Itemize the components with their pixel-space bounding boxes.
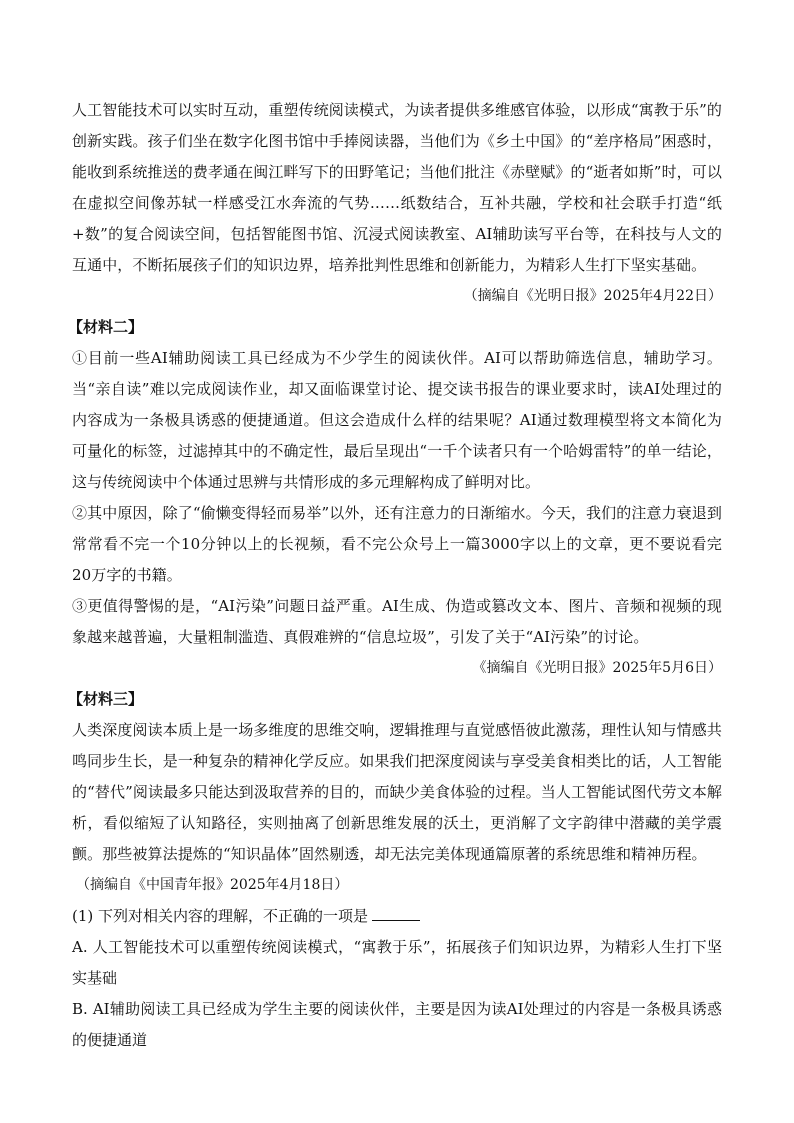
document-page <box>68 95 722 1056</box>
material-two-paragraph-3: ③更值得警惕的是，“AI污染”问题日益严重。AI生成、伪造或篡改文本、图片、音频和视频的现象越来越普遍，大量粗制滥造、真假难辨的“信息垃圾”，引发了关于“AI污染”的讨论。 <box>72 597 722 646</box>
material-one-source: （摘编自《光明日报》2025年4月22日） <box>463 288 722 304</box>
material-three-source: （摘编自《中国青年报》2025年4月18日） <box>76 877 349 893</box>
question-stem <box>72 901 722 932</box>
material-two-paragraph-2: ②其中原因，除了“偷懒变得轻而易举”以外，还有注意力的日渐缩水。今天，我们的注意力衰退到常常看不完一个10分钟以上的长视频，看不完公众号上一篇3000字以上的文章，更不要说看完20万字的书籍。 <box>72 504 722 584</box>
material-three-body: 人类深度阅读本质上是一场多维度的思维交响，逻辑推理与直觉感悟彼此激荡，理性认知与情感共鸣同步生长，是一种复杂的精神化学反应。如果我们把深度阅读与享受美食相类比的话，人工智能的“替代”阅读最多只能达到汲取营养的目的，而缺少美食体验的过程。当人工智能试图代劳文本解析，看似缩短了认知路径，实则抽离了创新思维发展的沃土，更消解了文字韵律中潜藏的美学震颤。那些被算法提炼的“知识晶体”固然剔透，却无法完美体现通篇原著的系统思维和精神历程。 <box>72 721 722 863</box>
material-two-heading: 【材料二】 <box>68 318 144 336</box>
question-stem-text: (1) 下列对相关内容的理解，不正确的一项是 <box>72 907 369 925</box>
material-two-source: 《摘编自《光明日报》2025年5月6日） <box>472 660 722 676</box>
material-one-body: 人工智能技术可以实时互动，重塑传统阅读模式，为读者提供多维感官体验，以形成“寓教于乐”的创新实践。孩子们坐在数字化图书馆中手捧阅读器，当他们为《乡土中国》的“差序格局”困惑时，能收到系统推送的费孝通在闽江畔写下的田野笔记；当他们批注《赤壁赋》的“逝者如斯”时，可以在虚拟空间像苏轼一样感受江水奔流的气势……纸数结合，互补共融，学校和社会联手打造“纸+数”的复合阅读空间，包括智能图书馆、沉浸式阅读教室、AI辅助读写平台等，在科技与人文的互通中，不断拓展孩子们的知识边界，培养批判性思维和创新能力，为精彩人生打下坚实基础。 <box>72 101 722 274</box>
option-b: B. AI辅助阅读工具已经成为学生主要的阅读伙伴，主要是因为读AI处理过的内容是一条极具诱惑的便捷通道 <box>72 1000 722 1049</box>
answer-blank[interactable] <box>372 906 420 921</box>
material-two-paragraph-1: ①目前一些AI辅助阅读工具已经成为不少学生的阅读伙伴。AI可以帮助筛选信息，辅助学习。当“亲自读”难以完成阅读作业，却又面临课堂讨论、提交读书报告的课业要求时，读AI处理过的内容成为一条极具诱惑的便捷通道。但这会造成什么样的结果呢？AI通过数理模型将文本简化为可量化的标签，过滤掉其中的不确定性，最后呈现出“一千个读者只有一个哈姆雷特”的单一结论，这与传统阅读中个体通过思辨与共情形成的多元理解构成了鲜明对比。 <box>72 349 722 491</box>
option-a: A. 人工智能技术可以重塑传统阅读模式，“寓教于乐”，拓展孩子们知识边界，为精彩人生打下坚实基础 <box>72 938 722 987</box>
material-three-heading: 【材料三】 <box>68 690 144 708</box>
